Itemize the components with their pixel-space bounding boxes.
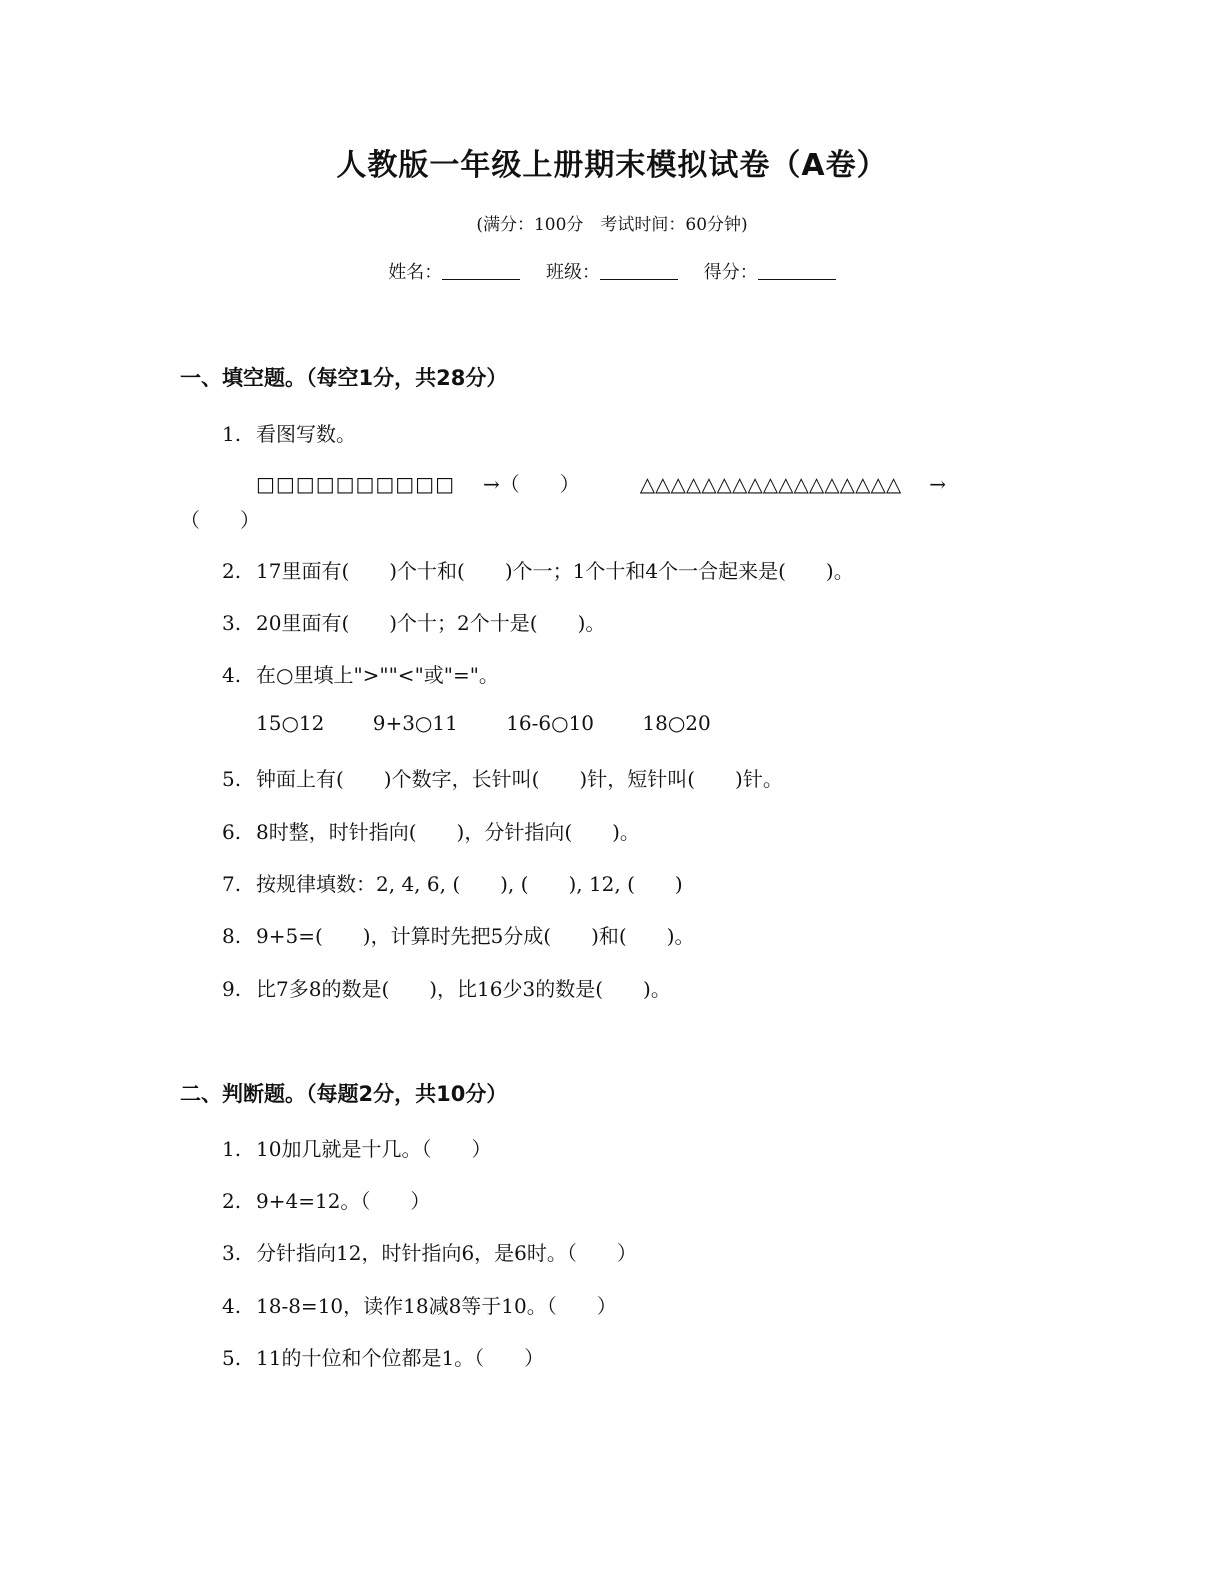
question-text: 看图写数。 bbox=[256, 422, 356, 446]
page-title: 人教版一年级上册期末模拟试卷（A卷） bbox=[336, 148, 888, 183]
question-number: 3. bbox=[222, 1241, 242, 1265]
question-number: 9. bbox=[222, 977, 242, 1001]
class-blank[interactable] bbox=[600, 263, 678, 280]
question-number: 5. bbox=[222, 767, 242, 791]
question-1-2 bbox=[222, 555, 854, 584]
comparison-row bbox=[256, 711, 753, 735]
question-2-2 bbox=[222, 1185, 430, 1214]
score-label: 得分： bbox=[703, 262, 758, 283]
question-1-8 bbox=[222, 920, 695, 949]
question-text: 9+4=12。（ ） bbox=[256, 1189, 431, 1213]
question-number: 4. bbox=[222, 1294, 242, 1318]
question-2-5 bbox=[222, 1342, 544, 1371]
comparison-item[interactable]: 18○20 bbox=[642, 711, 711, 735]
question-text: 20里面有( )个十；2个十是( )。 bbox=[256, 611, 606, 635]
question-number: 2. bbox=[222, 1189, 242, 1213]
question-text: 钟面上有( )个数字，长针叫( )针，短针叫( )针。 bbox=[256, 767, 783, 791]
answer-blank[interactable]: →（ ） bbox=[482, 472, 580, 496]
question-text: 比7多8的数是( )，比16少3的数是( )。 bbox=[256, 977, 671, 1001]
question-number: 7. bbox=[222, 872, 242, 896]
exam-subtitle: (满分：100分 考试时间：60分钟) bbox=[476, 215, 748, 235]
name-blank[interactable] bbox=[442, 263, 520, 280]
question-number: 2. bbox=[222, 559, 242, 583]
question-text: 11的十位和个位都是1。（ ） bbox=[256, 1346, 545, 1370]
class-label: 班级： bbox=[546, 262, 600, 283]
question-1-9 bbox=[222, 973, 671, 1002]
question-text: 17里面有( )个十和( )个一；1个十和4个一合起来是( )。 bbox=[256, 559, 854, 583]
question-number: 4. bbox=[222, 663, 242, 687]
section-heading-fill-in: 一、填空题。（每空1分，共28分） bbox=[180, 366, 508, 390]
question-text: 9+5=( )，计算时先把5分成( )和( )。 bbox=[256, 924, 695, 948]
triangles-figure: △△△△△△△△△△△△△△△△△ bbox=[639, 472, 902, 496]
question-number: 1. bbox=[222, 1137, 242, 1161]
picture-count-row bbox=[180, 466, 1060, 538]
question-2-4 bbox=[222, 1290, 617, 1319]
question-1-1 bbox=[222, 418, 356, 447]
question-text: 分针指向12，时针指向6，是6时。（ ） bbox=[256, 1241, 637, 1265]
question-number: 5. bbox=[222, 1346, 242, 1370]
question-number: 6. bbox=[222, 820, 242, 844]
squares-figure: □□□□□□□□□□ bbox=[256, 472, 455, 496]
comparison-item[interactable]: 15○12 bbox=[256, 711, 325, 735]
question-text: 10加几就是十几。（ ） bbox=[256, 1137, 492, 1161]
question-text: 在○里填上">""<"或"="。 bbox=[256, 663, 499, 687]
question-number: 8. bbox=[222, 924, 242, 948]
question-number: 3. bbox=[222, 611, 242, 635]
question-text: 按规律填数：2, 4, 6, ( ), ( ), 12, ( ) bbox=[256, 872, 683, 896]
question-number: 1. bbox=[222, 422, 242, 446]
score-blank[interactable] bbox=[758, 263, 836, 280]
question-1-4 bbox=[222, 659, 499, 688]
question-1-3 bbox=[222, 607, 605, 636]
comparison-item[interactable]: 16-6○10 bbox=[506, 711, 595, 735]
question-1-5 bbox=[222, 763, 783, 792]
score-field[interactable] bbox=[704, 258, 836, 284]
question-2-3 bbox=[222, 1237, 637, 1266]
question-text: 18-8=10，读作18减8等于10。（ ） bbox=[256, 1294, 617, 1318]
comparison-item[interactable]: 9+3○11 bbox=[372, 711, 458, 735]
arrow-icon: → bbox=[929, 472, 946, 496]
question-1-7 bbox=[222, 868, 683, 897]
section-heading-true-false: 二、判断题。（每题2分，共10分） bbox=[180, 1082, 508, 1106]
answer-blank[interactable]: （ ） bbox=[180, 508, 260, 532]
question-1-6 bbox=[222, 816, 640, 845]
question-text: 8时整，时针指向( )，分针指向( )。 bbox=[256, 820, 640, 844]
question-2-1 bbox=[222, 1133, 491, 1162]
class-field[interactable] bbox=[546, 258, 678, 284]
name-label: 姓名： bbox=[388, 262, 443, 283]
student-info-row bbox=[0, 258, 1224, 284]
name-field[interactable] bbox=[388, 258, 520, 284]
